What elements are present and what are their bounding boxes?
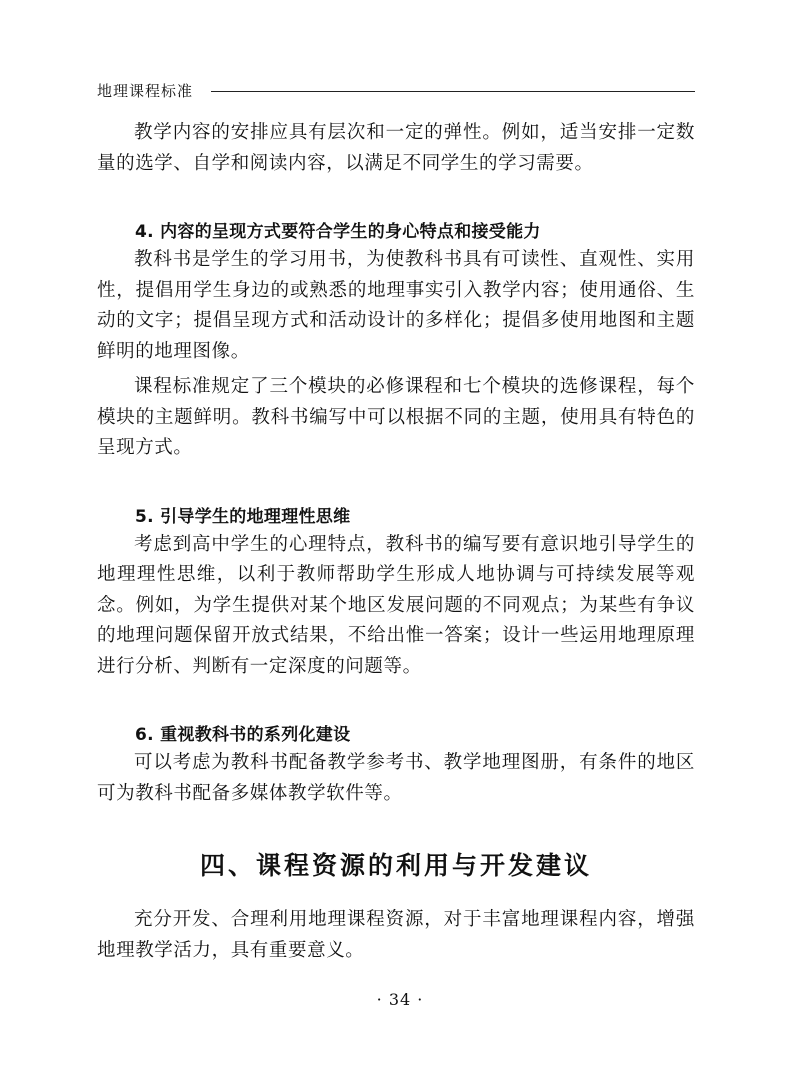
header-rule [211,91,695,92]
running-header [97,78,695,102]
chapter-4-title: 四、课程资源的利用与开发建议 [199,851,592,880]
chapter-spacer [97,809,695,849]
section-4-heading: 4. 内容的呈现方式要符合学生的身心特点和接受能力 [135,222,541,242]
section-spacer [97,682,695,722]
section-spacer [97,179,695,219]
section-4-paragraph-2: 课程标准规定了三个模块的必修课程和七个模块的选修课程，每个模块的主题鲜明。教科书编写中可以根据不同的主题，使用具有特色的呈现方式。 [97,376,695,458]
running-header-title: 地理课程标准 [97,81,194,100]
page-number: · 34 · [376,990,424,1009]
chapter-4-paragraph: 充分开发、合理利用地理课程资源，对于丰富地理课程内容，增强地理教学活力，具有重要意义。 [97,909,695,961]
section-5-paragraph: 考虑到高中学生的心理特点，教科书的编写要有意识地引导学生的地理理性思维，以利于教师帮助学生形成人地协调与可持续发展等观念。例如，为学生提供对某个地区发展问题的不同观点；为某些有争议的地理问题保留开放式结果，不给出惟一答案；设计一些运用地理原理进行分析、判断有一定深度的问题等。 [97,533,695,677]
section-4-paragraph-1: 教科书是学生的学习用书，为使教科书具有可读性、直观性、实用性，提倡用学生身边的或熟悉的地理事实引入教学内容；使用通俗、生动的文字；提倡呈现方式和活动设计的多样化；提倡多使用地图和主题鲜明的地理图像。 [97,249,695,362]
section-5-heading: 5. 引导学生的地理理性思维 [135,506,351,527]
section-6-heading: 6. 重视教科书的系列化建设 [135,725,351,745]
section-spacer [97,464,695,504]
chapter-spacer [97,883,695,905]
section-6-paragraph: 可以考虑为教科书配备教学参考书、教学地理图册，有条件的地区可为教科书配备多媒体教学软件等。 [97,752,695,804]
intro-paragraph: 教学内容的安排应具有层次和一定的弹性。例如，适当安排一定数量的选学、自学和阅读内容，以满足不同学生的学习需要。 [97,122,695,174]
page-body [97,118,695,966]
